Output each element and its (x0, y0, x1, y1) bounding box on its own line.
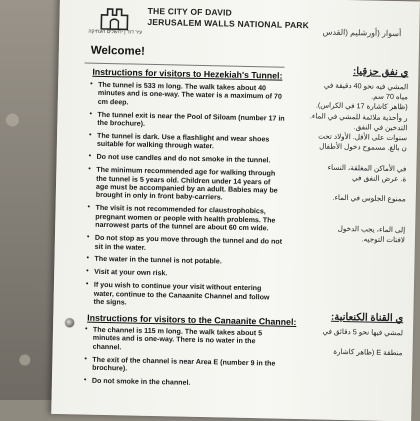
arabic-line: مياه 70 سم. (371, 91, 409, 102)
arabic-line: ن بالغ. مسموح دخول الأطفال (319, 141, 407, 153)
park-title-line2: JERUSALEM WALLS NATIONAL PARK (147, 16, 310, 31)
list-item: • Do not smoke in the channel. (84, 377, 280, 390)
logo-caption: עיר דוד | ירושלים העתיקה (88, 28, 143, 36)
mounting-screw (65, 318, 74, 327)
park-title-line1: THE CITY OF DAVID (147, 5, 233, 18)
arabic-line: منطقة E (ظاهر كاشارة (333, 347, 403, 358)
list-item: • Do not stop as you move through the tunnel and do not sit in the water. (87, 234, 283, 255)
hezekiah-instructions (85, 81, 286, 315)
canaanite-instructions (84, 326, 281, 394)
list-item: • The tunnel is dark. Use a flashlight and wear shoes suitable for walking through water. (89, 132, 285, 153)
arabic-park-title: أسوار (أورشليم (القدس (322, 27, 402, 39)
info-sign (51, 0, 420, 421)
canaanite-section-title: Instructions for visitors to the Canaanite Channel: (87, 312, 297, 328)
list-item: • If you wish to continue your visit without entering water, continue to the Canaanite Channel and follow the signs. (85, 281, 281, 310)
list-item: • The exit of the channel is near Area E (number 9 in the brochure). (84, 355, 280, 376)
list-item: • The channel is 115 m long. The walk takes about 5 minutes and is one-way. There is no water in the channel. (85, 326, 281, 355)
welcome-heading: Welcome! (90, 44, 146, 58)
park-title (147, 6, 309, 31)
arabic-hezekiah-title: ي نفق حزقيا: (352, 66, 409, 79)
arabic-line: (ظاهر كاشارة 17 في الكراس). (315, 100, 408, 112)
list-item: • The tunnel exit is near the Pool of Siloam (number 17 in the brochure). (89, 110, 285, 131)
arabic-line: المشي فيه نحو 40 دقيقة في (323, 80, 409, 92)
arabic-line: ممنوع الجلوس في الماء. (332, 192, 406, 204)
arabic-line: التدخين في النفق. (353, 121, 408, 133)
list-item: • The minimum recommended age for walking through the tunnel is 5 years old. Children under 14 years of age must be accompanied by an adult. Babies may be brought in only in front baby-carriers. (88, 166, 285, 204)
arabic-line: ة. عرض النفق في (352, 172, 407, 184)
arabic-hezekiah-column (287, 65, 409, 246)
list-item: • Do not use candles and do not smoke in the tunnel. (89, 153, 285, 166)
arabic-line: لافتات التوجيه. (361, 234, 406, 245)
list-item: • Visit at your own risk. (86, 268, 282, 281)
arabic-line: إلى الماء، يجب الدخول (337, 223, 406, 235)
arabic-line: ر وأحذية ملائمة للمشي في الماء. (309, 110, 408, 122)
arabic-canaanite-title: ي القناة الكنعانية: (330, 311, 404, 325)
list-item: • The visit is not recommended for claustrophobics, pregnant women or people with health problems. The narrowest parts of the tunnel are about 60 cm wide. (87, 204, 283, 233)
arabic-canaanite-column (284, 311, 403, 359)
arabic-line: سنوات على الأقل. الأولاد تحت (318, 131, 408, 143)
hezekiah-section-title: Instructions for visitors to Hezekiah's Tunnel: (92, 66, 283, 81)
list-item: • The water in the tunnel is not potable. (86, 255, 282, 268)
arabic-line: في الأماكن المغلقة، النساء (327, 162, 407, 173)
arabic-line: لمشي فيها نحو 5 دقائق في (322, 326, 404, 338)
list-item: • The tunnel is 533 m long. The walk takes about 40 minutes and is one-way. The water is a maximum of 70 cm deep. (90, 81, 286, 110)
